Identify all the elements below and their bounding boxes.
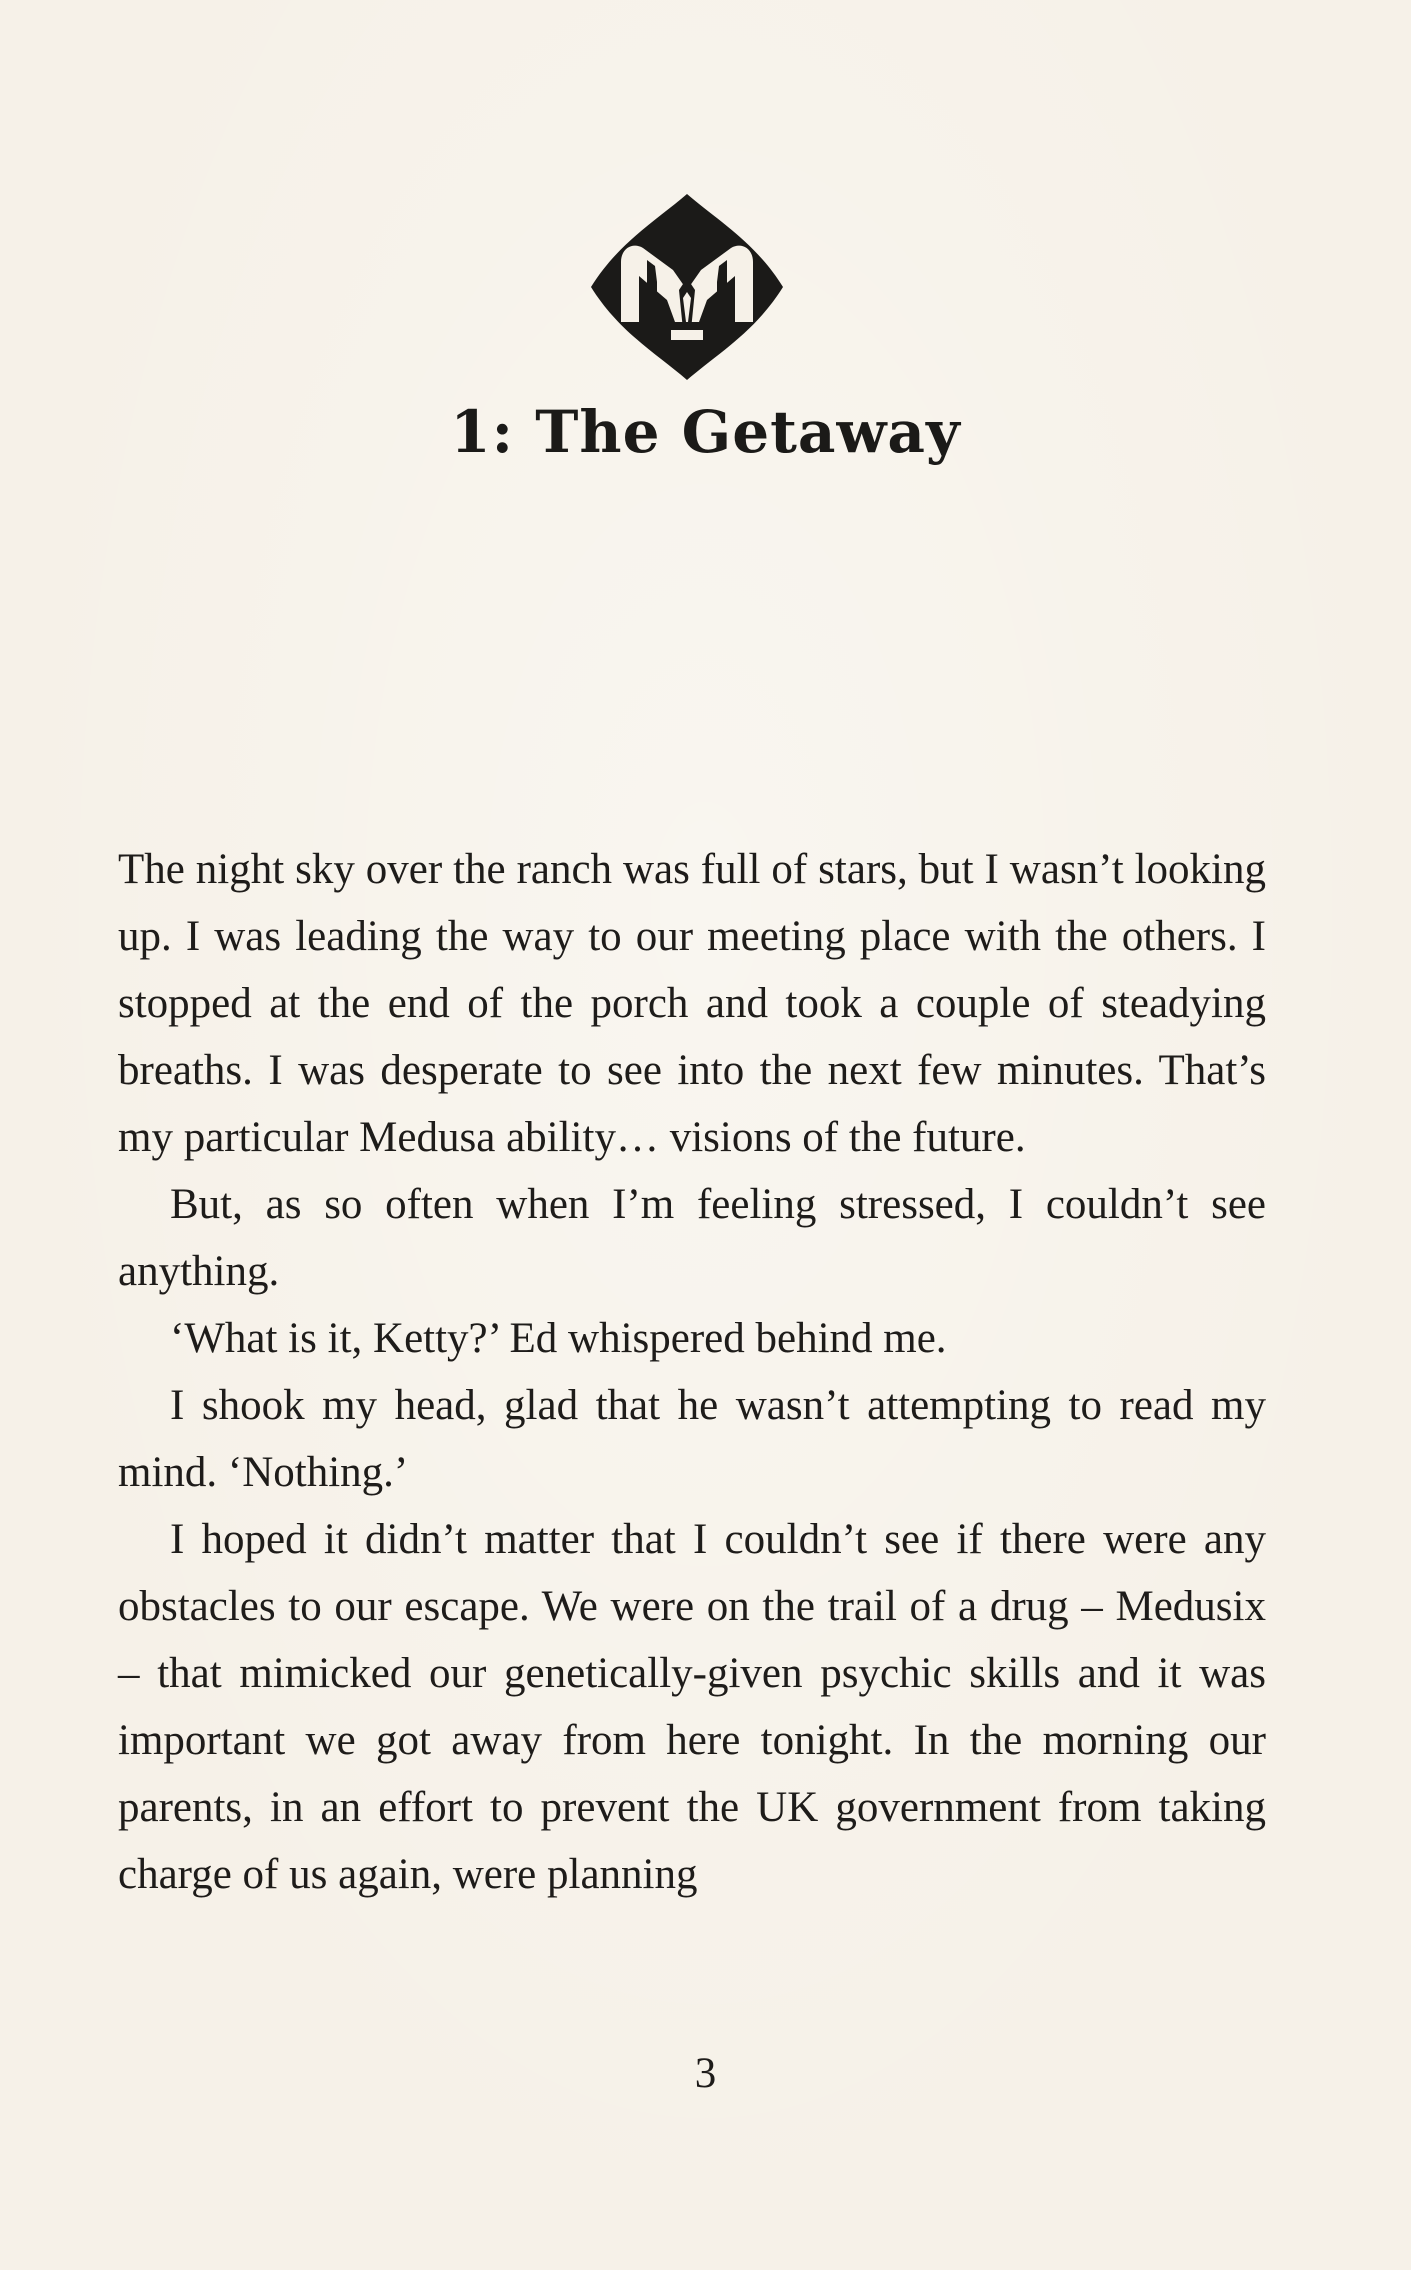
- paragraph: I hoped it didn’t matter that I couldn’t see if there were any obstacles to our escape. We were on the trail of a drug – Medusix – that mimicked our genetically-given psychic skills and it was important we got away from here tonight. In the morning our parents, in an effort to prevent the UK government from taking charge of us again, were planning: [118, 1516, 1266, 1898]
- chapter-title: 1: The Getaway: [450, 398, 961, 466]
- paragraph: But, as so often when I’m feeling stressed, I couldn’t see anything.: [118, 1181, 1266, 1295]
- paragraph: I shook my head, glad that he wasn’t attempting to read my mind. ‘Nothing.’: [118, 1382, 1266, 1496]
- page-number: 3: [694, 2050, 717, 2097]
- paragraph: The night sky over the ranch was full of stars, but I wasn’t looking up. I was leading the way to our meeting place with the others. I stopped at the end of the porch and took a couple of steadying breaths. I was desperate to see into the next few minutes. That’s my particular Medusa ability… visions of the future.: [118, 846, 1266, 1161]
- chapter-body: [118, 836, 1266, 1908]
- paragraph: ‘What is it, Ketty?’ Ed whispered behind me.: [170, 1315, 947, 1362]
- medusa-m-emblem-icon: [587, 190, 787, 384]
